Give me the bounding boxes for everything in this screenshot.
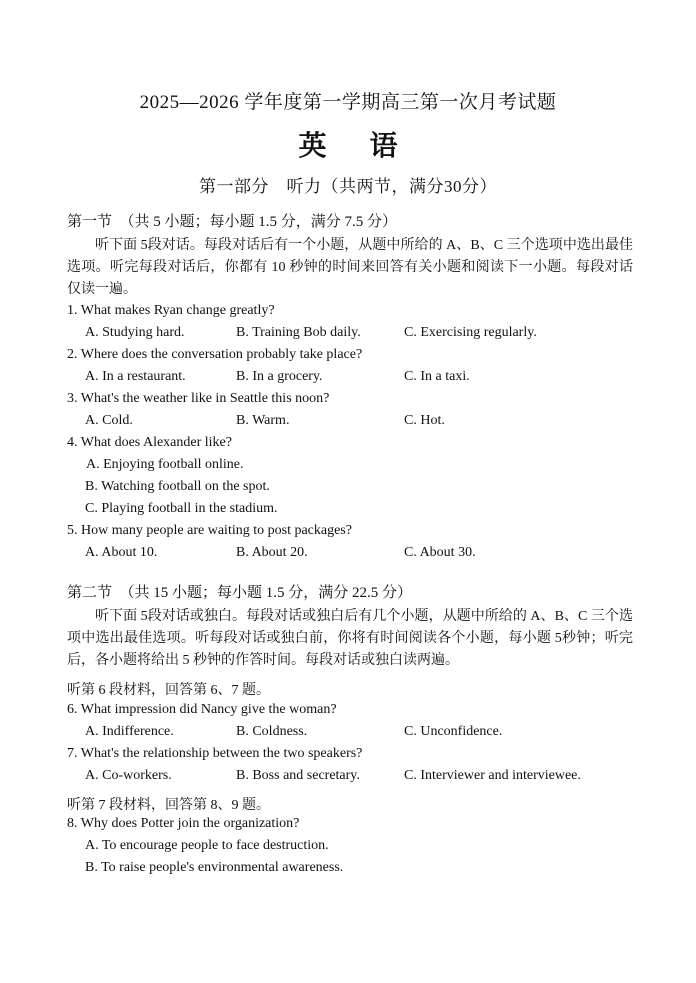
question-stem: 7. What's the relationship between the two speakers? [67, 746, 363, 761]
question-option: C. Interviewer and interviewee. [404, 768, 581, 783]
question-option: C. In a taxi. [404, 369, 470, 384]
question-stem: 3. What's the weather like in Seattle this noon? [67, 391, 330, 406]
question-option: A. Studying hard. [85, 325, 185, 340]
question-option: B. To raise people's environmental awareness. [85, 860, 344, 875]
question-option: B. Watching football on the spot. [85, 479, 270, 494]
question-option: B. Warm. [236, 413, 290, 428]
question-option: C. Exercising regularly. [404, 325, 537, 340]
question-option: C. About 30. [404, 545, 476, 560]
section2-title: 第二节 （共 15 小题；每小题 1.5 分，满分 22.5 分） [67, 585, 413, 601]
listening-note: 听第 6 段材料，回答第 6、7 题。 [67, 683, 270, 698]
section1-title: 第一节 （共 5 小题；每小题 1.5 分，满分 7.5 分） [67, 214, 398, 230]
question-stem: 4. What does Alexander like? [67, 435, 232, 450]
part-title: 第一部分 听力（共两节，满分30分） [199, 177, 497, 196]
question-option: B. About 20. [236, 545, 308, 560]
question-option: A. About 10. [85, 545, 158, 560]
question-option: B. Training Bob daily. [236, 325, 361, 340]
question-stem: 5. How many people are waiting to post packages? [67, 523, 352, 538]
question-option: C. Hot. [404, 413, 445, 428]
question-stem: 8. Why does Potter join the organization? [67, 816, 300, 831]
question-option: A. Cold. [85, 413, 133, 428]
question-stem: 2. Where does the conversation probably take place? [67, 347, 363, 362]
question-stem: 6. What impression did Nancy give the woman? [67, 702, 337, 717]
question-option: A. Enjoying football online. [86, 457, 244, 472]
question-option: A. In a restaurant. [85, 369, 186, 384]
question-option: C. Playing football in the stadium. [85, 501, 278, 516]
listening-note: 听第 7 段材料，回答第 8、9 题。 [67, 798, 270, 813]
exam-title: 2025—2026 学年度第一学期高三第一次月考试题 [139, 92, 557, 113]
question-option: B. In a grocery. [236, 369, 323, 384]
question-option: A. Indifference. [85, 724, 174, 739]
subject-title: 英 语 [298, 131, 416, 162]
question-option: B. Boss and secretary. [236, 768, 360, 783]
question-option: B. Coldness. [236, 724, 308, 739]
question-stem: 1. What makes Ryan change greatly? [67, 303, 275, 318]
question-option: C. Unconfidence. [404, 724, 503, 739]
section2-instructions: 听下面 5段对话或独白。每段对话或独白后有几个小题，从题中所给的 A、B、C 三个选项中选出最佳选项。听每段对话或独白前，你将有时间阅读各个小题，每小题 5秒钟；听完后，各小题将给出 5 秒钟的作答时间。每段对话或独白读两遍。 [67, 609, 633, 668]
section1-instructions: 听下面 5段对话。每段对话后有一个小题，从题中所给的 A、B、C 三个选项中选出最佳选项。听完每段对话后，你都有 10 秒钟的时间来回答有关小题和阅读下一小题。每段对话仅读一遍。 [67, 238, 633, 297]
question-option: A. Co-workers. [85, 768, 172, 783]
question-option: A. To encourage people to face destruction. [85, 838, 329, 853]
